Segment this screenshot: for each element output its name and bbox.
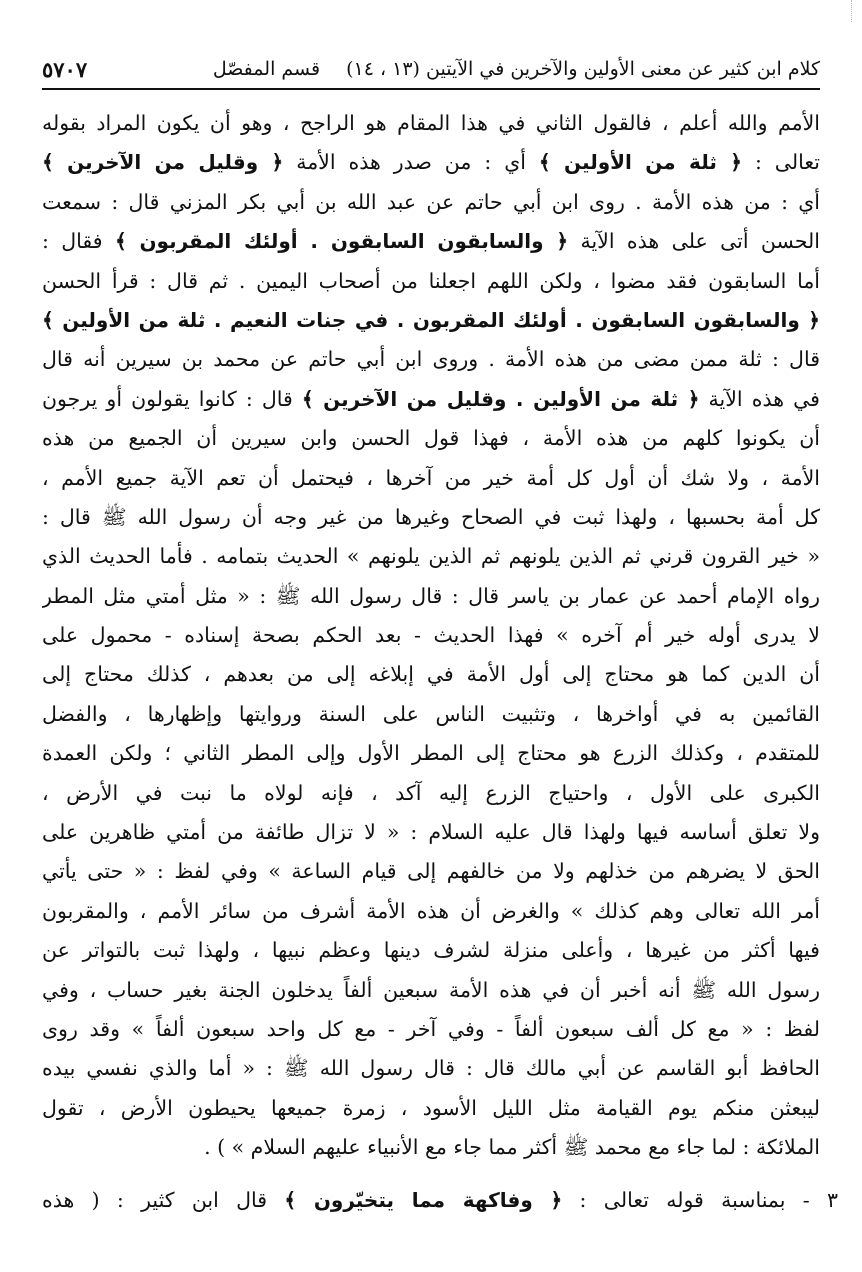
quran-verse-quote: ﴿ وقليل من الآخرين ﴾ <box>42 150 284 175</box>
text-line <box>42 852 820 891</box>
text-run: لفظ : « مع كل ألف سبعون ألفاً - وفي آخر - مع كل واحد سبعون ألفاً » وقد روى <box>42 1016 820 1041</box>
text-line <box>42 1049 820 1088</box>
section-title: قسم المفصّل <box>212 58 321 80</box>
quran-verse-quote: ﴿ وفاكهة مما يتخيّرون ﴾ <box>284 1188 563 1212</box>
text-run: الأمم والله أعلم ، فالقول الثاني في هذا المقام هو الراجح ، وهو أن يكون المراد بقوله <box>42 111 820 135</box>
text-run: الكبرى على الأول ، واحتياج الزرع إليه آكد ، فإنه لولاه ما نبت في الأرض ، <box>42 780 820 805</box>
page-number: ٥٧٠٧ <box>42 56 88 82</box>
text-line <box>42 301 820 340</box>
text-line <box>42 1089 820 1128</box>
text-run: أن يكونوا كلهم من هذه الأمة ، فهذا قول الحسن وابن سيرين أن الجميع من هذه <box>42 426 820 451</box>
text-run: قال ابن كثير : ( هذه <box>42 1188 285 1212</box>
text-run: الملائكة : لما جاء مع محمد ﷺ أكثر مما جاء مع الأنبياء عليهم السلام » ) . <box>204 1135 820 1160</box>
text-line <box>42 813 820 852</box>
text-run: الحسن أتى على هذه الآية <box>568 229 820 254</box>
text-line <box>42 734 820 773</box>
text-run: ليبعثن منكم يوم القيامة مثل الليل الأسود ، زمرة جميعها يحيطون الأرض ، تقول <box>42 1095 820 1120</box>
text-line <box>42 577 820 616</box>
text-run: الحافظ أبو القاسم عن أبي مالك قال : قال رسول الله ﷺ : « أما والذي نفسي بيده <box>42 1056 820 1081</box>
text-line <box>42 498 820 537</box>
text-line <box>42 695 820 734</box>
text-line <box>42 183 820 222</box>
text-line <box>42 931 820 970</box>
header-titles <box>213 58 820 80</box>
text-line <box>42 892 820 931</box>
text-run: فقال : <box>42 229 115 254</box>
text-run: أن الدين كما هو محتاج إلى أول الأمة في إبلاغه إلى من بعدهم ، كذلك محتاج إلى <box>42 662 820 687</box>
text-line <box>42 262 820 301</box>
text-run: فيها أكثر من غيرها ، وأعلى منزلة لشرف دينها وعظم نبيها ، ولهذا ثبت بالتواتر عن <box>42 938 820 963</box>
text-run: القائمين به في أواخرها ، وتثبيت الناس على السنة وروايتها وإظهارها ، والفضل <box>42 701 820 726</box>
text-run: أي : من صدر هذه الأمة <box>283 150 539 175</box>
text-run: الأمة ، ولا شك أن أول كل أمة خير من آخرها ، فيحتمل أن تعم الآية جميع الأمم ، <box>42 465 820 490</box>
running-title: كلام ابن كثير عن معنى الأولين والآخرين في الآيتين (١٣ ، ١٤) <box>346 58 820 80</box>
text-run: رواه الإمام أحمد عن عمار بن ياسر قال : قال رسول الله ﷺ : « مثل أمتي مثل المطر <box>42 583 820 608</box>
text-line <box>42 1128 820 1167</box>
running-header <box>42 52 820 86</box>
text-line <box>42 1010 820 1049</box>
text-run: أي : من هذه الأمة . روى ابن أبي حاتم عن عبد الله بن أبي بكر المزني قال : سمعت <box>42 189 820 214</box>
text-run: للمتقدم ، وكذلك الزرع هو محتاج إلى المطر الأول وإلى المطر الثاني ؛ ولكن العمدة <box>42 741 820 766</box>
text-line <box>42 774 820 813</box>
text-run: رسول الله ﷺ أنه أخبر أن في هذه الأمة سبعين ألفاً يدخلون الجنة بغير حساب ، وفي <box>42 977 820 1002</box>
text-run: قال : ثلة ممن مضى من هذه الأمة . وروى ابن أبي حاتم عن محمد بن سيرين أنه قال <box>42 347 820 372</box>
quran-verse-quote: ﴿ ثلة من الأولين . وقليل من الآخرين ﴾ <box>301 386 700 411</box>
text-line <box>42 104 820 143</box>
text-line <box>42 655 820 694</box>
text-line <box>42 419 820 458</box>
text-line <box>42 222 820 261</box>
text-run: الحق لا يضرهم من خذلهم ولا من خالفهم إلى قيام الساعة » وفي لفظ : « حتى يأتي <box>42 859 820 884</box>
text-run: تعالى : <box>741 150 820 175</box>
quran-verse-quote: ﴿ ثلة من الأولين ﴾ <box>538 150 742 175</box>
commentary-body <box>42 104 820 1168</box>
text-line <box>42 143 820 182</box>
text-run: « خير القرون قرني ثم الذين يلونهم ثم الذين يلونهم » الحديث بتمامه . فأما الحديث الذي <box>42 544 820 569</box>
text-line <box>42 971 820 1010</box>
text-run: ٣ - بمناسبة قوله تعالى : <box>562 1188 838 1212</box>
text-run: أما السابقون فقد مضوا ، ولكن اللهم اجعلنا من أصحاب اليمين . ثم قال : قرأ الحسن <box>42 268 820 293</box>
quran-verse-quote: ﴿ والسابقون السابقون . أولئك المقربون . في جنات النعيم . ثلة من الأولين ﴾ <box>42 307 820 332</box>
text-run: لا يدرى أوله خير أم آخره » فهذا الحديث - بعد الحكم بصحة إسناده - محمول على <box>42 623 820 648</box>
text-line <box>42 459 820 498</box>
numbered-item-3 <box>42 1180 838 1220</box>
text-run: قال : كانوا يقولون أو يرجون <box>42 386 302 411</box>
text-line <box>42 616 820 655</box>
text-line <box>42 380 820 419</box>
text-line <box>42 340 820 379</box>
text-run: كل أمة بحسبها ، ولهذا ثبت في الصحاح وغيرها من غير وجه أن رسول الله ﷺ قال : <box>42 504 820 529</box>
quran-verse-quote: ﴿ والسابقون السابقون . أولئك المقربون ﴾ <box>114 229 569 254</box>
text-run: في هذه الآية <box>699 386 820 411</box>
text-line <box>42 537 820 576</box>
text-run: أمر الله تعالى وهم كذلك » والغرض أن هذه الأمة أشرف من سائر الأمم ، والمقربون <box>42 898 820 923</box>
page-corner-mark <box>851 0 862 22</box>
header-divider <box>42 88 820 90</box>
text-run: ولا تعلق أساسه فيها ولهذا قال عليه السلام : « لا تزال طائفة من أمتي ظاهرين على <box>42 820 820 845</box>
